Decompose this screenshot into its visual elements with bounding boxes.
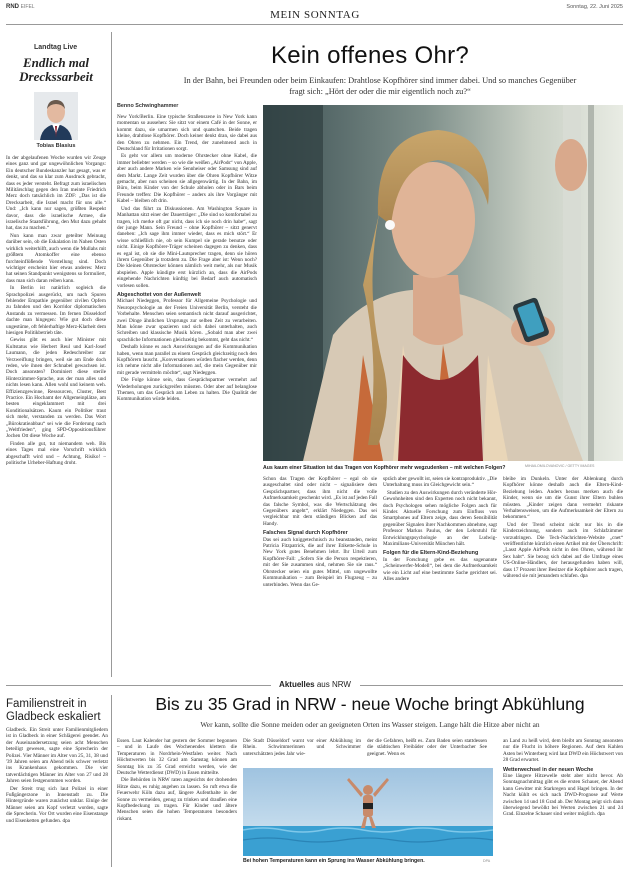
subhead-eltern-kind: Folgen für die Eltern-Kind-Beziehung: [383, 550, 479, 557]
bottom-left-body: Gladbeck. Ein Streit unter Familienmitgliedern ist in Gladbeck in einer Schlägerei geendet. An der Auseinandersetzung seien acht Menschen beteiligt gewesen, sagte eine Sprecherin der Polizei. Vier Männer im Alter von 25, 31, 38 und '39 Jahren seien am Abend teils schwer verletzt ins Krankenhaus gekommen. Die vier tatverdächtigen Männer im Alter von 27 und 28 Jahren seien festgenommen worden. Der Streit trug sich laut Polizei in einer Fußgängerzone in Innenstadt zu. Die Hintergründe waren zunächst unklar. Einige der Männer seien am Kopf verletzt worden, sagte die Sprecherin. Vor Ort wurden eine Eisenstange und Eisenketten gefunden. dpa: [6, 727, 108, 824]
bottom-left-headline: Familienstreit in Gladbeck eskaliert: [6, 698, 101, 723]
sidebar: [6, 28, 106, 680]
bottom-divider: [111, 695, 112, 867]
bottom-headline: Bis zu 35 Grad in NRW - neue Woche bringt Abkühlung: [155, 694, 585, 714]
bottom-photo-caption: Bei hohen Temperaturen kann ein Sprung ins Wasser Abkühlung bringen.: [243, 858, 425, 864]
bottom-subhead: Wer kann, sollte die Sonne meiden oder an geeigneten Orten ins Wasser steigen. Lange hält die Hitze aber nicht an: [200, 720, 540, 729]
main-column-4: bleibe im Dunkeln. Unter der Ablenkung durch Kopfhörer könne deshalb auch die Eltern-Kind-Beziehung leiden. Anders heraus merken auch die Kinder, wenn sie um die Gunst ihrer Eltern buhlen müssten. „Kinder zeigen dann vermehrt riskante Verhaltensweisen, um die Aufmerksamkeit der Eltern zu bekommen.“ Und der Trend scheint nicht nur bis in die Kinderzeichnung, sondern auch im Schlafzimmer vorzudringen. Die Tech-Nachrichten-Website „cnet“ veröffentlichte kürzlich einen Artikel mit der Überschrift: „Lasst Apple AirPods nicht in den Ohren, während ihr Sex habt“. Sie bezog sich dabei auf die Umfrage eines US-Online-Händlers, der herausgefunden haben will, dass 17 Prozent ihrer Besitzer die Kopfhörer auch tragen, während sie mit jemandem schlafen. dpa: [503, 476, 623, 580]
sidebar-author: Tobias Blasius: [36, 143, 76, 149]
sidebar-body: In der abgelaufenen Woche wurden wir Zeuge eines ganz und gar ungewöhnlichen Vorgangs: Ein deutscher Bundeskanzler hat gesagt, was er denkt, und das so klar zum Ausdruck gebracht, dass es jeder versteht. Befragt zum israelischen Militärschlag gegen den Iran meinte Friedrich Merz doch tatsächlich im ZDF: „Das ist die Drecksarbeit, die Israel macht für uns alle.“ Und: „Ich kann nur sagen, größten Respekt davor, dass die israelische Armee, die israelische Staatsführung, den Mut dazu gehabt hat, das zu machen.“ Nun kann man zwar geteilter Meinung darüber sein, ob die Eskalation im Nahen Osten wirklich weiterhilft, auch wenn die Mullahs mit größtem Atomkoffer eine ebenso furchteinflößende Vorstellung sind. Doch wichtiger erscheint hier etwas anderes: Merz hat seinen Standpunkt wenigstens so formuliert, dass man sich daran reiben kann. In Berlin ist natürlich sogleich die Sprachpolizei ausgerückt, um nach Spuren fehlender Empathie gegenüber zivilen Opfern zu fahnden und den Korridor diplomatischen Anstands zu vermessen. Im fernen Düsseldorf dachte man hingegen: Wie gut doch diese ungestüme, oft fehlerhaftige Merz-Klarheit dem hiesigen Politikbetrieb täte. Gewiss gibt es auch hier Minister mit Kultstatus wie Herbert Reul und Karl-Josef Laumann, die jeden Redeschreiber zur Verzweiflung bringen, weil sie am Ende doch reden, wie ihnen der Schnabel gewachsen ist. Doch ansonsten? Dominiert diese sterile Hinterzimmer-Sprache, aus der man alles und nichts lesen kann. Allen wohl und keinem weh. Effizienzgewinne, Ressourcen, Cluster, Best Practice. Ein Hochamt der Allgemeinplätze, am besten eingeklammert mit drei Konditionalsätzen. Kaum ein Politiker traut sich mehr, verstanden zu werden. Das Wort „Bürokratieabbau“ sei wie die Forderung nach „Weltfrieden“, ging SPD-Oppositionsführer Jochen Ott diese Woche auf. Finden alle gut, tut niemandem weh. Bis eines Tages mal eine Vorschrift wirklich abgeschafft wird und – Achtung, Risiko! – politische Urheber-Haftung droht.: [6, 155, 106, 467]
bottom-column-1: Essen. Laut Kalender hat gestern der Sommer begonnen – und in Laufe des Wochenendes klettern die Temperaturen in Nordrhein-Westfalen weiter. Nach Höchstwerten bis 32 Grad am Samstag können am Sonntag bis zu 35 Grad erreicht werden, wie der Deutsche Wetterdienst (DWD) in Essen mitteilte. Die Behörden in NRW raten angesichts der drohenden Hitze dazu, es ruhig angehen zu lassen. So ruft etwa die Feuerwehr Köln dazu auf, längere Aufenthalte in der Sonne zu vermeiden, genug zu trinken und draußen eine Kopfbedeckung zu tragen. Für Kinder und ältere Menschen seien die hohen Temperaturen besonders riskant.: [117, 738, 237, 822]
bottom-rule-left: [6, 685, 271, 686]
main-author: Benno Schwinghammer: [117, 103, 179, 109]
header-rule: [6, 24, 623, 25]
main-subhead: In der Bahn, bei Freunden oder beim Einkaufen: Drahtlose Kopfhörer sind immer dabei. Und so manches Gegenüber fragt sich: „Hört der oder die mir eigentlich noch zu?“: [183, 76, 577, 96]
bottom-photo: [243, 768, 493, 856]
page-date: Sonntag, 22. Juni 2025: [566, 4, 623, 10]
sidebar-kicker: Landtag Live: [34, 44, 78, 51]
bottom-column-4: an Land zu heiß wird, dem bleibt am Sonntag ansonsten nur die Flucht in höhere Regionen. Auf dem Kahlen Asten bei Winterberg wird laut DWD ein Höchstwert von 28 Grad erwartet. Wetterwechsel in der neuen Woche Eine längere Hitzewelle steht aber nicht bevor. Ab Sonntagnachmittag gibt es die ersten Schauer, der Abend kann Gewitter mit Starkregen und Hagel bringen. In der Nacht kühlt es sich nach DWD-Prognose auf Werte zwischen 14 und 18 Grad ab. Der Montag zeigt sich dann überwiegend bewölkt bei Werten zwischen 21 und 24 Grad. Einzelne Schauer sind weiter möglich. dpa: [503, 738, 623, 818]
bottom-column-3: der die Gefahren, heißt es. Zum Baden seien stattdessen die städtischen Freibäder oder der Unterbacher See geeignet. Wenn es: [367, 738, 487, 757]
bottom-column-2: Die Stadt Düsseldorf warnt vor einer Abkühlung im Rhein. Schwimmerinnen und Schwimmer unterschätzten jedes Jahr wie-: [243, 738, 361, 757]
main-headline: Kein offenes Ohr?: [270, 42, 470, 69]
subhead-falsches-signal: Falsches Signal durch Kopfhörer: [263, 530, 348, 537]
sidebar-divider: [111, 32, 112, 677]
bottom-kicker: Aktuelles aus NRW: [279, 680, 351, 689]
bottom-rule-right: [360, 685, 623, 686]
main-column-1: New York/Berlin. Eine typische Straßenszene in New York kann momentan so aussehen: Sie sitzt vor einem Café in der Sonne, er kommt dazu, sie umarmen sich und quatschen. Beide tragen kleine, drahtlose Kopfhörer. Doch keiner denkt dran, sie dabei aus den Ohren zu nehmen. Ein Trend, der zunehmend auch in Deutschland für Irritationen sorgt. Es geht vor allem um moderne Ohrstecker ohne Kabel, die immer beliebter werden – so wie die weißen „AirPods“ von Apple, aber auch andere Marken wie Sennheiser oder Samsung sind auf dem Markt. Lange Zeit wurden über die Ohren Kopfhörer Witze gemacht, aber nun scheinen sie allgegenwärtig. In der Bahn, im Büro, beim Kinder von der Schule abholen oder in Bars beim Freunde treffen: Die Kopfhörer – anders als ihre Vorgänger mit Kabel – bleiben oft drin. Und das führt zu Diskussionen. Am Washington Square in Manhattan sitzt einer der Dauerträger: „Die sind so komfortabel zu tragen, ich merke oft gar nicht, dass ich sie noch drin habe“, sagt der junge Mann. Sein Freund – ohne Kopfhörer – sitzt genervt daneben: „Ich sage ihm immer wieder, dass es mich stört.“ Er wisse schließlich nie, ob sein Kumpel sie gerade benutze oder nicht. Einige Kopfhörer-Träger scheinen dagegen zu denken, dass es egal ist, ob sie die Mini-Lautsprecher tragen, denn sie hören ihrem Gegenüber ja trotzdem zu. Die Frage aber ist: Wenn noch? Die kleinen Ohrstecker können nämlich weit mehr, als nur Musik abspielen. Apple kündigte erst kürzlich an, dass die AirPods eingehende Nachrichten künftig bei Bedarf auch automatisch vorlesen sollen. Abgeschottet von der Außenwelt Michael Niedeggen, Professor für Allgemeine Psychologie und Neuropsychologie an der Freien Universität Berlin, versteht die Vorbehalte. Menschen seien semantisch nicht darauf ausgerichtet, zwei Dinge ähnlichen Ursprungs zur selben Zeit zu verarbeiten. Man könne zwar spazieren und sich dabei unterhalten, auch Schreiben und klassische Musik hören. „Sobald man aber zwei sprachliche Informationen gleichzeitig bekommt, geht das nicht.“ Deshalb könne es auch Auswirkungen auf die Kommunikation haben, wenn man parallel zu einem Gespräch gleichzeitig noch den Kopfhörern lauscht. „Konversationen würden flacher werden, denn ich nehme nicht alle Informationen auf, die mein Gegenüber mir mit gerade vermitteln möchte“, sagt Niedeggen. Die Folge könne sein, dass Gesprächspartner vermehrt auf Wiederholungen zurückgreifen müssten. Oder aber auf belanglose Themen, um das Gespräch am Leben zu halten. Die Qualität der Kommunikation würde leiden.: [117, 114, 258, 403]
main-column-3: spräch aber gewollt ist, seien sie kontraproduktiv. „Die Unterhaltung muss im Gleichgewicht sein.“ Studien zu den Auswirkungen durch veränderte Hör-Gewohnheiten sind den Experten noch nicht bekannt, doch Psychologen sehen mögliche Folgen auch für Kinder. Aktuelle Forschung zum Einfluss von Smartphones auf Eltern zeige, dass deren Sensibilität gegenüber Signalen ihrer Nachkommen abnehme, sagt Professor Markus Paulus, der den Lehrstuhl für Entwicklungspsychologie an der Ludwig-Maximilians-Universität München hält. Folgen für die Eltern-Kind-Beziehung In der Forschung gebe es das sogenannte „Scheinwerfer-Modell“, bei dem die Aufmerksamkeit wie ein Licht auf eine bestimmte Sache gerichtet sei. Alles andere: [383, 476, 497, 583]
bottom-photo-credit: DPA: [483, 859, 491, 863]
author-photo: [34, 92, 78, 140]
section-title: MEIN SONNTAG: [270, 9, 360, 21]
main-photo-credit: MIHAILOMILOVANOVIC / GETTY IMAGES: [525, 464, 595, 468]
main-photo-caption: Aus kaum einer Situation ist das Tragen von Kopfhörer mehr wegzudenken – mit welchen Folgen?: [263, 465, 506, 471]
subhead-abgeschottet: Abgeschottet von der Außenwelt: [117, 291, 201, 298]
subhead-wetterwechsel: Wetterwechsel in der neuen Woche: [503, 766, 594, 773]
sidebar-headline: Endlich mal Dreckssarbeit: [19, 55, 93, 84]
main-photo: [263, 105, 623, 461]
main-column-2: Schon das Tragen der Kopfhörer – egal ob sie ausgeschaltet sind oder nicht – signalisiere dem Gesprächspartner, dass ihm nicht die volle Aufmerksamkeit geschenkt wird. „Es ist auf jeden Fall das falsche Symbol, was die Wertschätzung des Gegenübers angeht“, erklärt Niedeggen. Das sei vergleichbar mit dem ständigen Blicken auf das Handy. Falsches Signal durch Kopfhörer Das sei auch kniggetechnisch zu beanstanden, meint Patricia Fitzpatrick, die auf ihrer Etikette-Schule in New York gutes Benehmen lehrt. Ihr Urteil zum Kopfhörer-Fall: „Sofern Sie die Person respektieren, mit der Sie zusammen sind, nehmen Sie sie raus.“ Ohrstecker seien ein gutes Mittel, um ungewollte Kommunikation – zum Beispiel im Flugzeug – zu unterbinden. Wenn das Ge-: [263, 476, 377, 588]
header-logo: RND EIFEL: [6, 4, 35, 10]
